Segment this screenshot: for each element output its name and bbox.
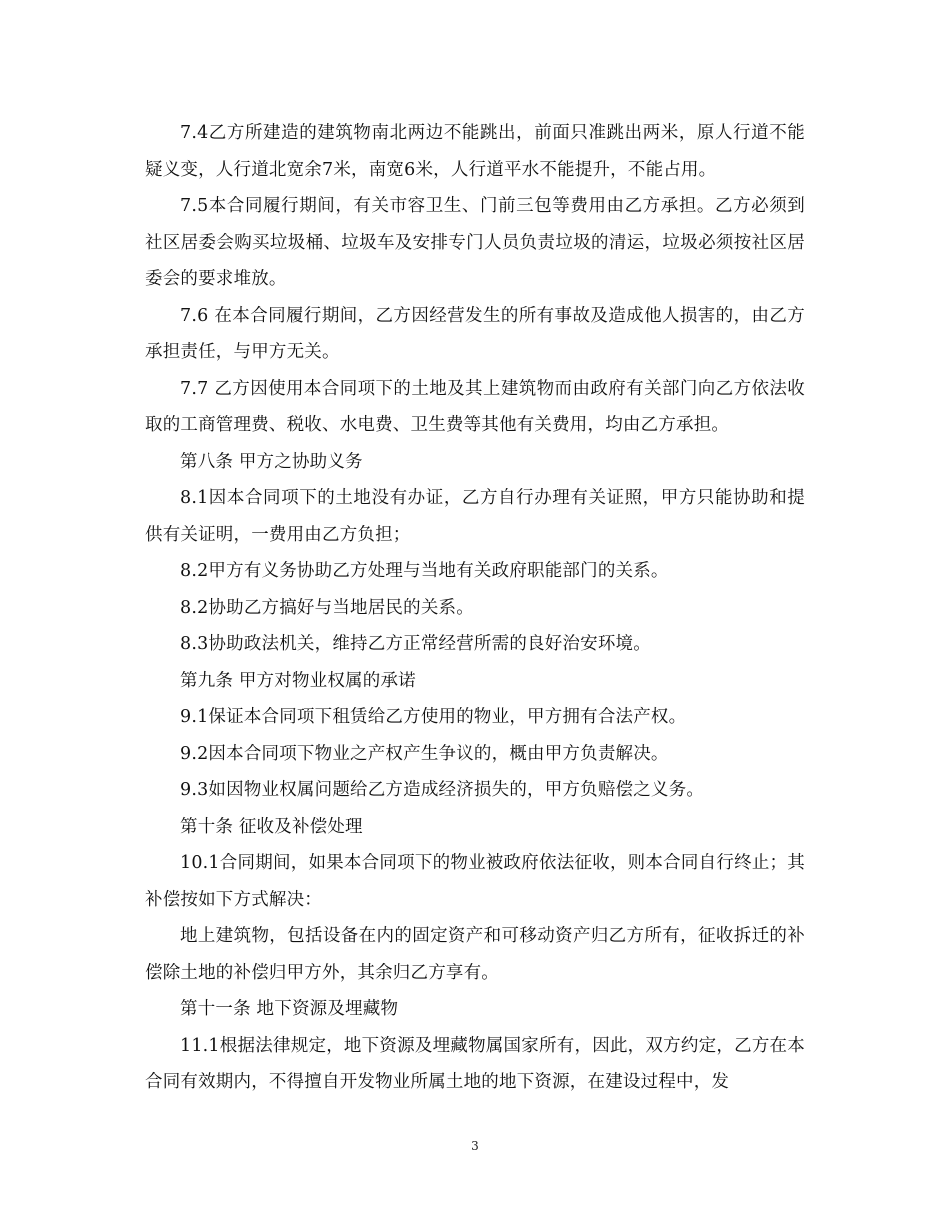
clause-7-5: 7.5本合同履行期间，有关市容卫生、门前三包等费用由乙方承担。乙方必须到社区居委会购买垃圾桶、垃圾车及安排专门人员负责垃圾的清运，垃圾必须按社区居委会的要求堆放。 [145,196,805,289]
page-number: 3 [471,1139,479,1153]
clause-8-1: 8.1因本合同项下的土地没有办证，乙方自行办理有关证照，甲方只能协助和提供有关证明，一费用由乙方负担； [145,488,805,545]
clause-7-6: 7.6 在本合同履行期间，乙方因经营发生的所有事故及造成他人损害的，由乙方承担责任，与甲方无关。 [145,305,805,362]
clause-7-4: 7.4乙方所建造的建筑物南北两边不能跳出，前面只准跳出两米，原人行道不能疑义变，人行道北宽余7米，南宽6米，人行道平水不能提升，不能占用。 [145,123,805,180]
clause-9-3: 9.3如因物业权属问题给乙方造成经济损失的，甲方负赔偿之义务。 [180,780,705,800]
clause-10-1-detail: 地上建筑物，包括设备在内的固定资产和可移动资产归乙方所有，征收拆迁的补偿除土地的补偿归甲方外，其余归乙方享有。 [145,926,805,983]
article-10-heading: 第十条 征收及补偿处理 [180,816,363,837]
clause-7-7: 7.7 乙方因使用本合同项下的土地及其上建筑物而由政府有关部门向乙方依法收取的工商管理费、税收、水电费、卫生费等其他有关费用，均由乙方承担。 [145,378,805,435]
clause-9-1: 9.1保证本合同项下租赁给乙方使用的物业，甲方拥有合法产权。 [180,707,687,727]
clause-9-2: 9.2因本合同项下物业之产权产生争议的，概由甲方负责解决。 [180,743,669,764]
clause-8-3: 8.3协助政法机关，维持乙方正常经营所需的良好治安环境。 [180,634,651,654]
clause-10-1: 10.1合同期间，如果本合同项下的物业被政府依法征收，则本合同自行终止；其补偿按如下方式解决： [145,853,805,910]
clause-11-1: 11.1根据法律规定，地下资源及埋藏物属国家所有，因此，双方约定，乙方在本合同有效期内，不得擅自开发物业所属土地的地下资源，在建设过程中，发 [145,1035,805,1092]
article-9-heading: 第九条 甲方对物业权属的承诺 [180,670,416,691]
article-11-heading: 第十一条 地下资源及埋藏物 [180,999,399,1019]
article-8-heading: 第八条 甲方之协助义务 [180,451,363,472]
clause-8-2a: 8.2甲方有义务协助乙方处理与当地有关政府职能部门的关系。 [180,561,669,581]
clause-8-2b: 8.2协助乙方搞好与当地居民的关系。 [180,597,474,618]
document-body [145,115,805,1101]
